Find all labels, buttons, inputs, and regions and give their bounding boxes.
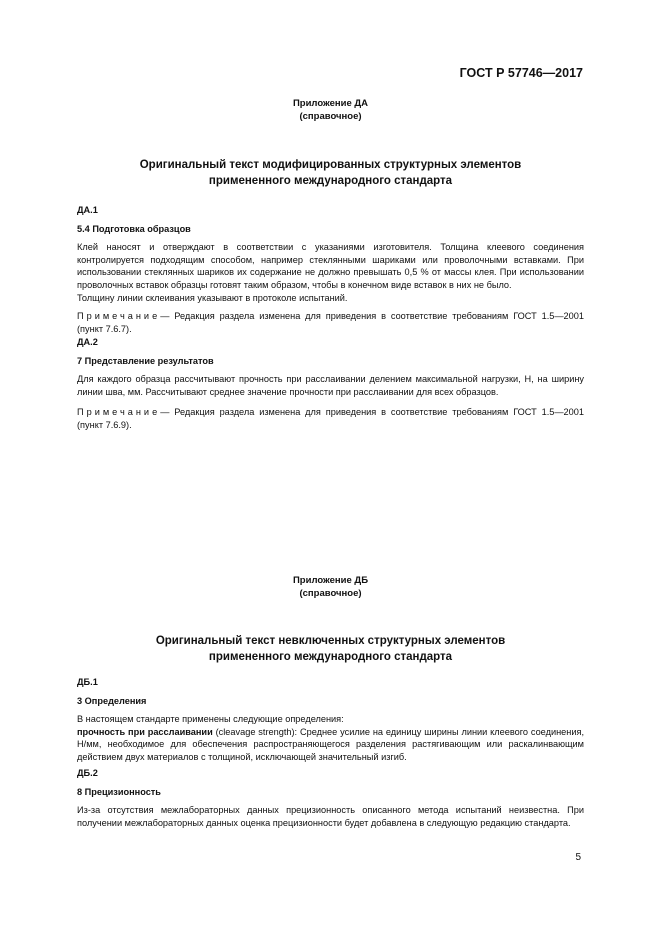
paragraph: Из-за отсутствия межлабораторных данных прецизионность описанного метода испытаний неизвестна. При получении межлабораторных данных оценка прецизионности будет добавлена в следующую редакцию стандарта. bbox=[77, 805, 584, 828]
annex-b-section-1 bbox=[77, 676, 584, 764]
note-label: Примечание bbox=[77, 311, 161, 322]
paragraph: Клей наносят и отверждают в соответствии с указаниями изготовителя. Толщина клеевого соединения контролируется подходящим способом, например стеклянными шариками или проволочными вставками. При использовании стеклянных шариков их содержание не должно превышать 0,5 % от массы клея. При использовании проволочных вставок образцы готовят таким образом, чтобы в конечном виде вставок в них не было. bbox=[77, 242, 584, 290]
section-id: ДБ.2 bbox=[77, 768, 98, 778]
definition bbox=[77, 726, 584, 764]
note-text: — Редакция раздела изменена для приведения в соответствие требованиям ГОСТ 1.5—2001 (пункт 7.6.7). bbox=[77, 311, 584, 334]
annex-b-title-line1: Оригинальный текст невключенных структурных элементов bbox=[155, 635, 506, 647]
term-definition: (cleavage strength): Среднее усилие на единицу ширины линии клеевого соединения, Н/мм, необходимое для обеспечения распространяющегося разделения растягивающим или раскалинвающим действием двух материалов с толщиной, исключающей значительный изгиб. bbox=[77, 726, 585, 762]
page-number: 5 bbox=[575, 852, 581, 863]
section-heading: 8 Прецизионность bbox=[77, 786, 161, 797]
section-heading: 3 Определения bbox=[77, 695, 147, 706]
section-id: ДА.1 bbox=[77, 205, 98, 215]
standard-designation: ГОСТ Р 57746—2017 bbox=[459, 66, 583, 80]
section-id: ДА.2 bbox=[77, 337, 98, 347]
annex-b-type: (справочное) bbox=[299, 588, 362, 599]
section-heading: 7 Представление результатов bbox=[77, 355, 214, 366]
annex-a-section-1 bbox=[77, 204, 584, 335]
note bbox=[77, 310, 584, 335]
annex-b-section-2 bbox=[77, 767, 584, 829]
note-text: — Редакция раздела изменена для приведения в соответствие требованиям ГОСТ 1.5—2001 (пункт 7.6.9). bbox=[77, 407, 584, 430]
annex-a-type: (справочное) bbox=[299, 111, 362, 122]
section-heading: 5.4 Подготовка образцов bbox=[77, 223, 191, 234]
annex-b-title-line2: примененного международного стандарта bbox=[208, 651, 453, 663]
term: прочность при расслаивании bbox=[77, 726, 213, 737]
annex-a-section-2 bbox=[77, 336, 584, 432]
annex-a-title-line2: примененного международного стандарта bbox=[208, 175, 453, 187]
annex-b-label: Приложение ДБ bbox=[292, 575, 369, 586]
annex-a-label: Приложение ДА bbox=[292, 98, 369, 109]
paragraph: Толщину линии склеивания указывают в протоколе испытаний. bbox=[77, 292, 348, 303]
paragraph: В настоящем стандарте применены следующие определения: bbox=[77, 714, 344, 725]
note-label: Примечание bbox=[77, 407, 161, 418]
annex-a-title-line1: Оригинальный текст модифицированных структурных элементов bbox=[139, 159, 522, 171]
paragraph: Для каждого образца рассчитывают прочность при расслаивании делением максимальной нагрузки, Н, на ширину линии шва, мм. Рассчитывают среднее значение прочности при расслаивании для всех образцов. bbox=[77, 374, 584, 397]
section-id: ДБ.1 bbox=[77, 677, 98, 687]
note bbox=[77, 406, 584, 431]
